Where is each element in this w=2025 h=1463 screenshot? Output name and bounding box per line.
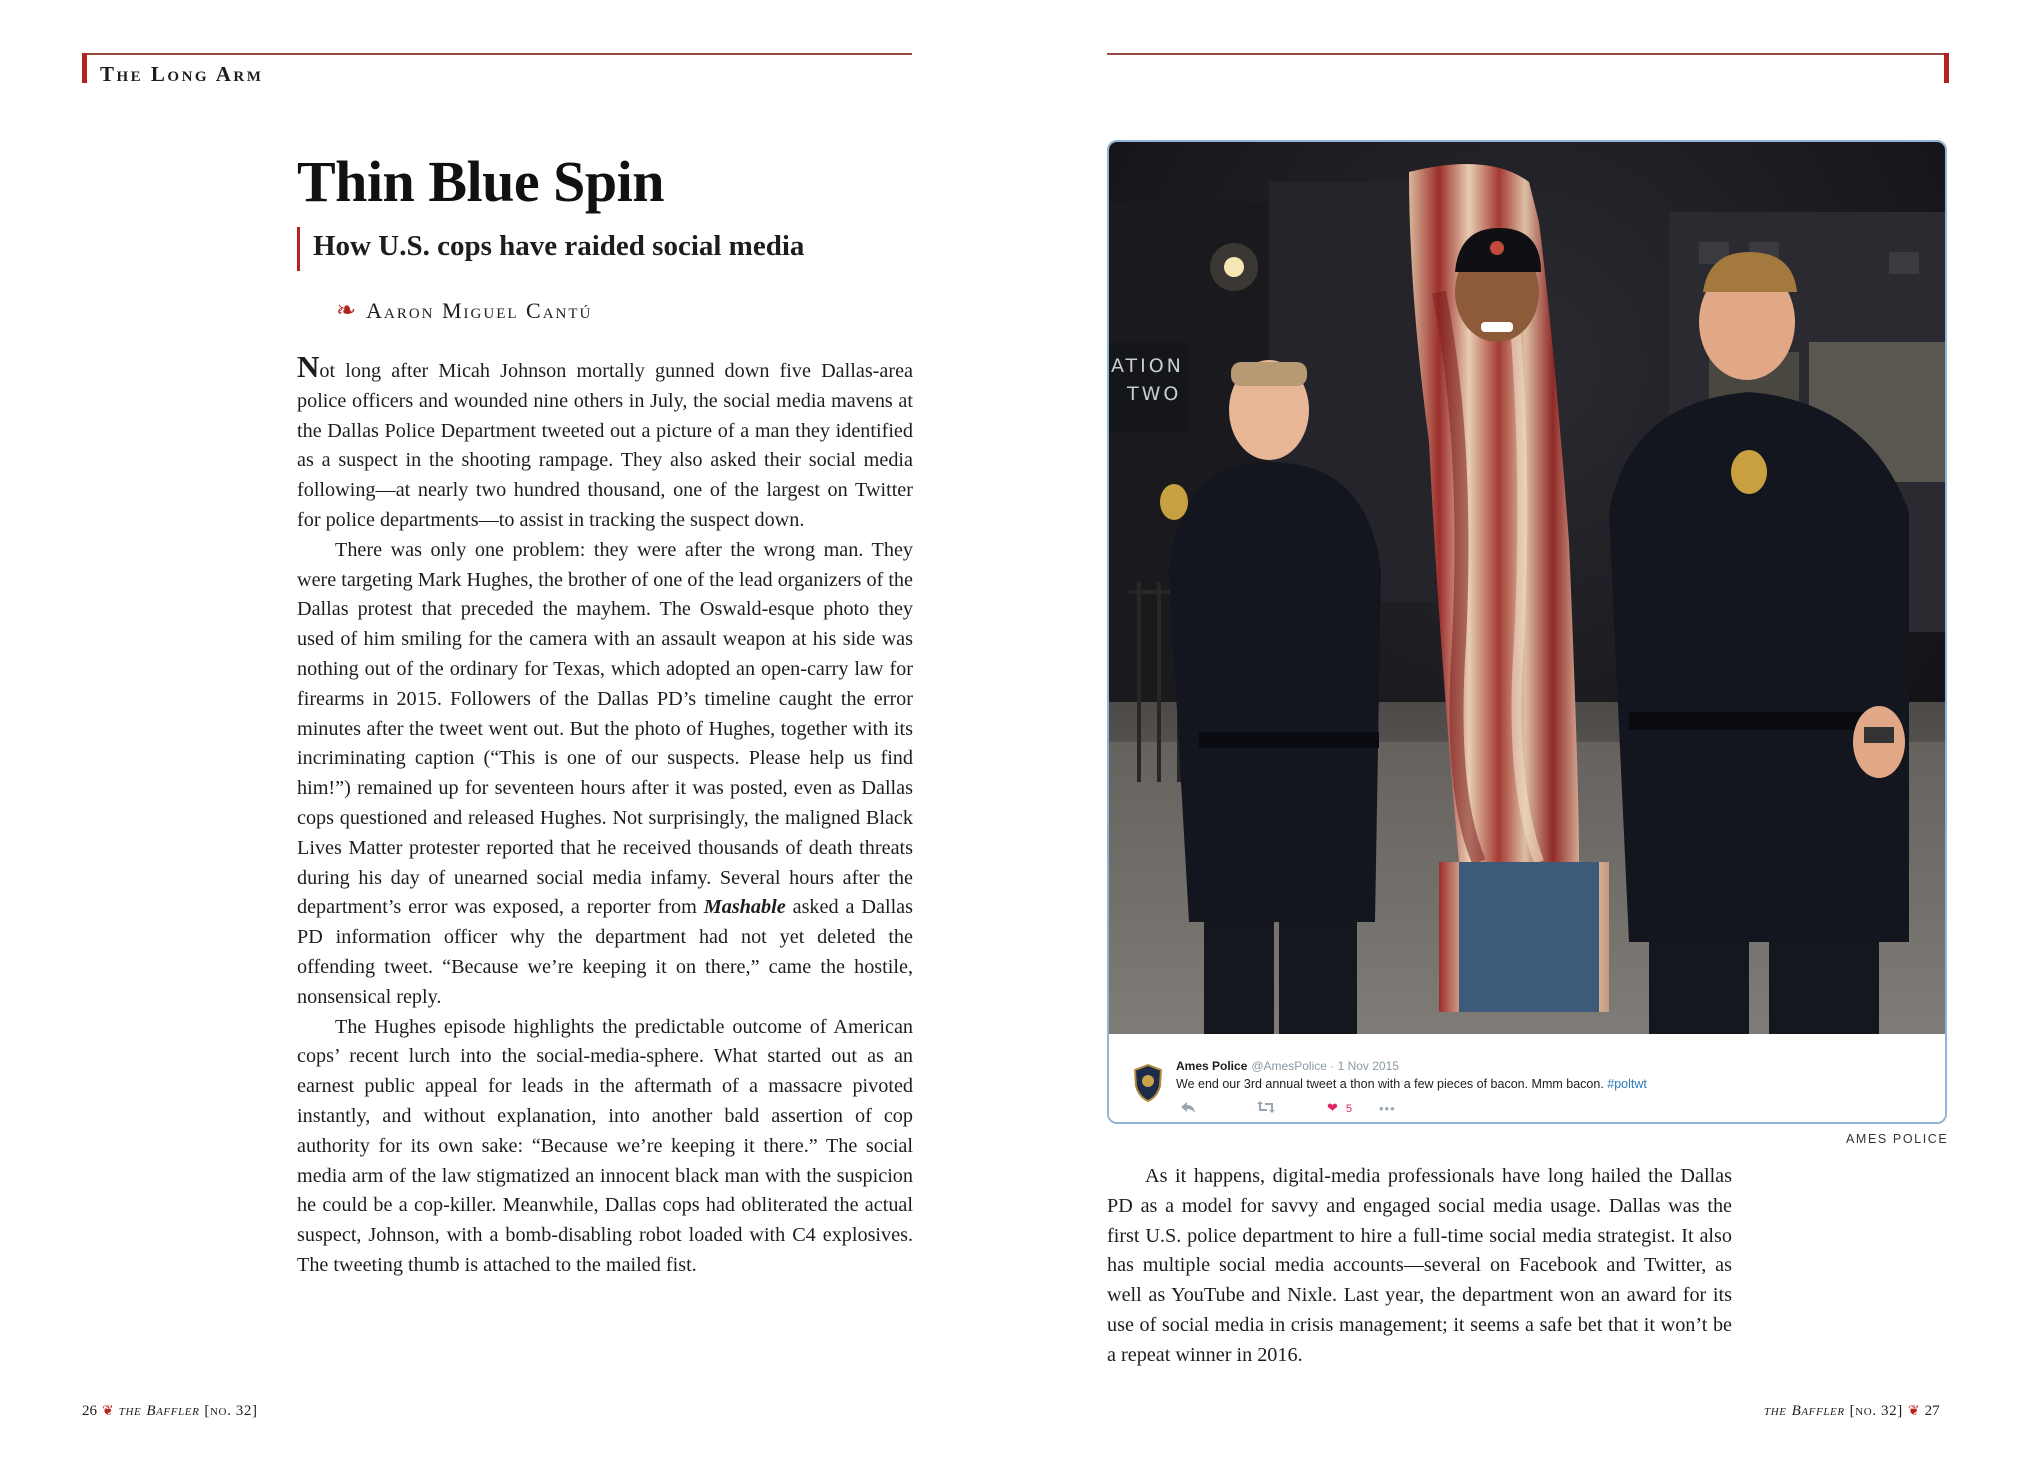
magazine-prefix: the bbox=[1764, 1403, 1787, 1419]
publication-name: Mashable bbox=[703, 896, 786, 919]
running-head-rule-left bbox=[82, 53, 912, 55]
author-name: Aaron Miguel Cantú bbox=[366, 298, 593, 323]
ornament-icon: ❦ bbox=[102, 1404, 114, 1419]
tweet-body: We end our 3rd annual tweet a thon with a few pieces of bacon. Mmm bacon. bbox=[1176, 1077, 1604, 1091]
deck-accent-bar bbox=[297, 227, 300, 271]
police-badge-avatar[interactable] bbox=[1133, 1064, 1163, 1102]
magazine-name: Baffler bbox=[146, 1403, 200, 1419]
article-deck: How U.S. cops have raided social media bbox=[313, 230, 805, 262]
magazine-name: Baffler bbox=[1791, 1403, 1845, 1419]
paragraph-2-text-a: There was only one problem: they were after the wrong man. They were targeting Mark Hughes, the brother of one of the lead organizers of the Dallas protest that preceded the mayhem. The Oswald-esque photo they used of him smiling for the camera with an assault weapon at his side was nothing out of the ordinary for Texas, which adopted an open-carry law for firearms in 2015. Followers of the Dallas PD’s timeline caught the error minutes after the tweet went out. But the photo of Hughes, together with its incriminating caption (“This is one of our suspects. Please help us find him!”) remained up for seventeen hours after it was posted, even as Dallas cops questioned and released Hughes. Not surprisingly, the maligned Black Lives Matter protester reported that he received thousands of death threats during his day of unearned social media infamy. Several hours after the department’s error was exposed, a reporter from bbox=[297, 538, 913, 919]
more-icon[interactable]: ••• bbox=[1379, 1100, 1396, 1116]
issue-number: [no. 32] bbox=[1849, 1403, 1903, 1419]
byline bbox=[336, 298, 592, 324]
like-button[interactable] bbox=[1327, 1100, 1379, 1116]
folio-right bbox=[1764, 1403, 1940, 1420]
running-head-accent-right bbox=[1944, 53, 1949, 83]
paragraph-2 bbox=[297, 536, 913, 1013]
paragraph-2-text-b: asked a Dallas PD information officer why the department had not yet deleted the offending tweet. “Because we’re keeping it on there,” came the hostile, nonsensical reply. bbox=[297, 896, 914, 1008]
tweet-author-name[interactable]: Ames Police bbox=[1176, 1059, 1248, 1073]
embedded-tweet-card bbox=[1107, 140, 1947, 1124]
running-head-section: The Long Arm bbox=[100, 62, 264, 86]
body-column-right bbox=[1107, 1162, 1732, 1371]
paragraph-1-text: ot long after Micah Johnson mortally gunned down five Dallas-area police officers and wounded nine others in July, the social media mavens at the Dallas Police Department tweeted out a picture of a man they identified as a suspect in the shooting rampage. They also asked their social media following—at nearly two hundred thousand, one of the largest on Twitter for police departments—to assist in tracking the suspect down. bbox=[297, 360, 913, 531]
ornament-icon: ❦ bbox=[1907, 1404, 1920, 1419]
folio-left bbox=[82, 1403, 258, 1420]
issue-number: [no. 32] bbox=[204, 1403, 258, 1419]
paragraph-4: As it happens, digital-media professionals have long hailed the Dallas PD as a model for savvy and engaged social media usage. Dallas was the first U.S. police department to hire a full-time social media strategist. It also has multiple social media accounts—several on Facebook and Twitter, as well as YouTube and Nixle. Last year, the department won an award for its use of social media in crisis management; it seems a safe bet that it won’t be a repeat winner in 2016. bbox=[1107, 1165, 1732, 1366]
page-number-left: 26 bbox=[82, 1403, 97, 1419]
tweet-text bbox=[1176, 1077, 1647, 1091]
fleuron-icon: ❧ bbox=[336, 298, 357, 324]
heart-icon: ❤ bbox=[1327, 1100, 1338, 1115]
running-head-rule-right bbox=[1107, 53, 1949, 55]
tweet-handle-date[interactable]: @AmesPolice · 1 Nov 2015 bbox=[1251, 1059, 1399, 1073]
magazine-prefix: the bbox=[118, 1403, 142, 1419]
drop-cap: N bbox=[297, 349, 320, 384]
background-sign-line-2: TWO bbox=[1127, 383, 1182, 405]
tweet bbox=[1109, 1034, 1945, 1124]
retweet-icon[interactable] bbox=[1257, 1101, 1327, 1116]
like-count: 5 bbox=[1345, 1103, 1353, 1115]
tweet-header bbox=[1176, 1059, 1399, 1073]
photo-credit: AMES POLICE bbox=[1846, 1132, 1949, 1146]
reply-icon[interactable] bbox=[1181, 1101, 1257, 1116]
article-title: Thin Blue Spin bbox=[297, 149, 664, 214]
background-sign-line-1: ATION bbox=[1111, 355, 1184, 377]
tweet-actions bbox=[1181, 1100, 1396, 1116]
paragraph-3: The Hughes episode highlights the predictable outcome of American cops’ recent lurch into the social-media-sphere. What started out as an earnest public appeal for leads in the aftermath of a massacre pivoted instantly, and without explanation, into another bald assertion of cop authority for its own sake: “Because we’re keeping it there.” The social media arm of the law stigmatized an innocent black man with the suspicion he could be a cop-killer. Meanwhile, Dallas cops had obliterated the actual suspect, Johnson, with a bomb-disabling robot loaded with C4 explosives. The tweeting thumb is attached to the mailed fist. bbox=[297, 1015, 913, 1276]
body-column-left bbox=[297, 349, 914, 1281]
running-head-accent-left bbox=[82, 53, 87, 83]
tweet-hashtag[interactable]: #poltwt bbox=[1607, 1077, 1647, 1091]
page-number-right: 27 bbox=[1924, 1403, 1940, 1419]
tweet-photo bbox=[1109, 142, 1945, 1034]
paragraph-1 bbox=[297, 349, 913, 536]
